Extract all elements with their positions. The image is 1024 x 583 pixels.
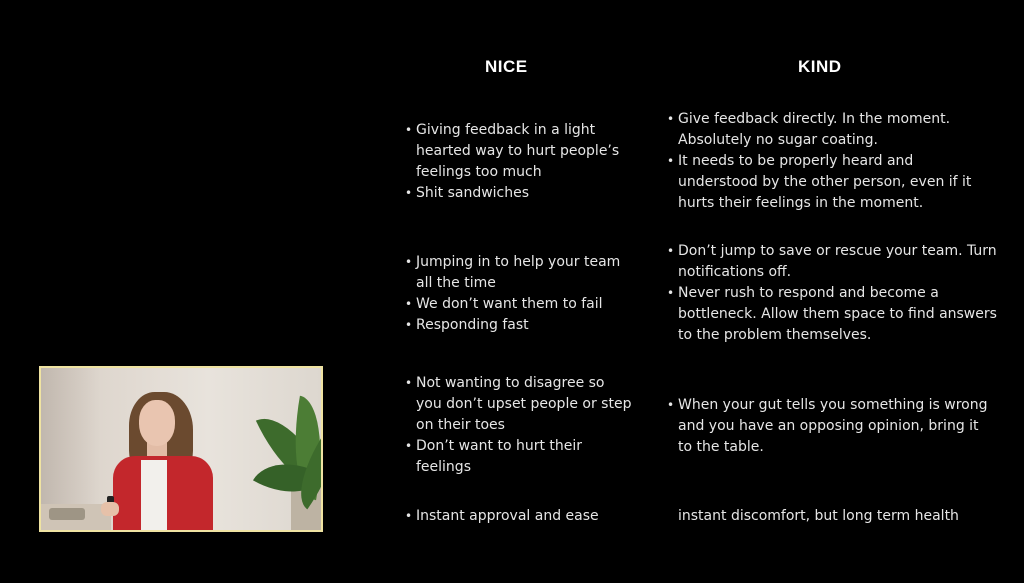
speaker-video-frame: [39, 366, 323, 532]
speaker-face: [139, 400, 175, 446]
list-item: • It needs to be properly heard and understood by the other person, even if it hurts their feelings in the moment.: [667, 151, 997, 214]
kind-feedback-list: [667, 109, 997, 214]
list-item: • Give feedback directly. In the moment. Absolutely no sugar coating.: [667, 109, 997, 151]
list-item: • Shit sandwiches: [405, 183, 633, 204]
list-item: • Never rush to respond and become a bottleneck. Allow them space to find answers to the problem themselves.: [667, 283, 997, 346]
list-item: instant discomfort, but long term health: [678, 508, 959, 524]
list-item: • Jumping in to help your team all the time: [405, 252, 633, 294]
list-item: • Don’t jump to save or rescue your team. Turn notifications off.: [667, 241, 997, 283]
speaker-white-shirt: [141, 460, 167, 530]
nice-helping-list: [405, 252, 633, 336]
kind-outcome-list: [678, 506, 1008, 527]
list-item: • Not wanting to disagree so you don’t upset people or step on their toes: [405, 373, 633, 436]
nice-outcome-list: [405, 506, 633, 527]
nice-feedback-list: [405, 120, 633, 204]
list-item: • We don’t want them to fail: [405, 294, 633, 315]
nice-column-title: NICE: [485, 57, 528, 76]
kind-helping-list: [667, 241, 997, 346]
list-item: • Responding fast: [405, 315, 633, 336]
list-item: • Don’t want to hurt their feelings: [405, 436, 633, 478]
nice-disagree-list: [405, 373, 633, 478]
table-object: [49, 508, 85, 520]
kind-disagree-list: [667, 395, 997, 458]
list-item: • When your gut tells you something is wrong and you have an opposing opinion, bring it to the table.: [667, 395, 997, 458]
speaker-hand: [101, 502, 119, 516]
list-item: • Instant approval and ease: [405, 506, 633, 527]
kind-column-title: KIND: [798, 57, 842, 76]
list-item: • Giving feedback in a light hearted way to hurt people’s feelings too much: [405, 120, 633, 183]
